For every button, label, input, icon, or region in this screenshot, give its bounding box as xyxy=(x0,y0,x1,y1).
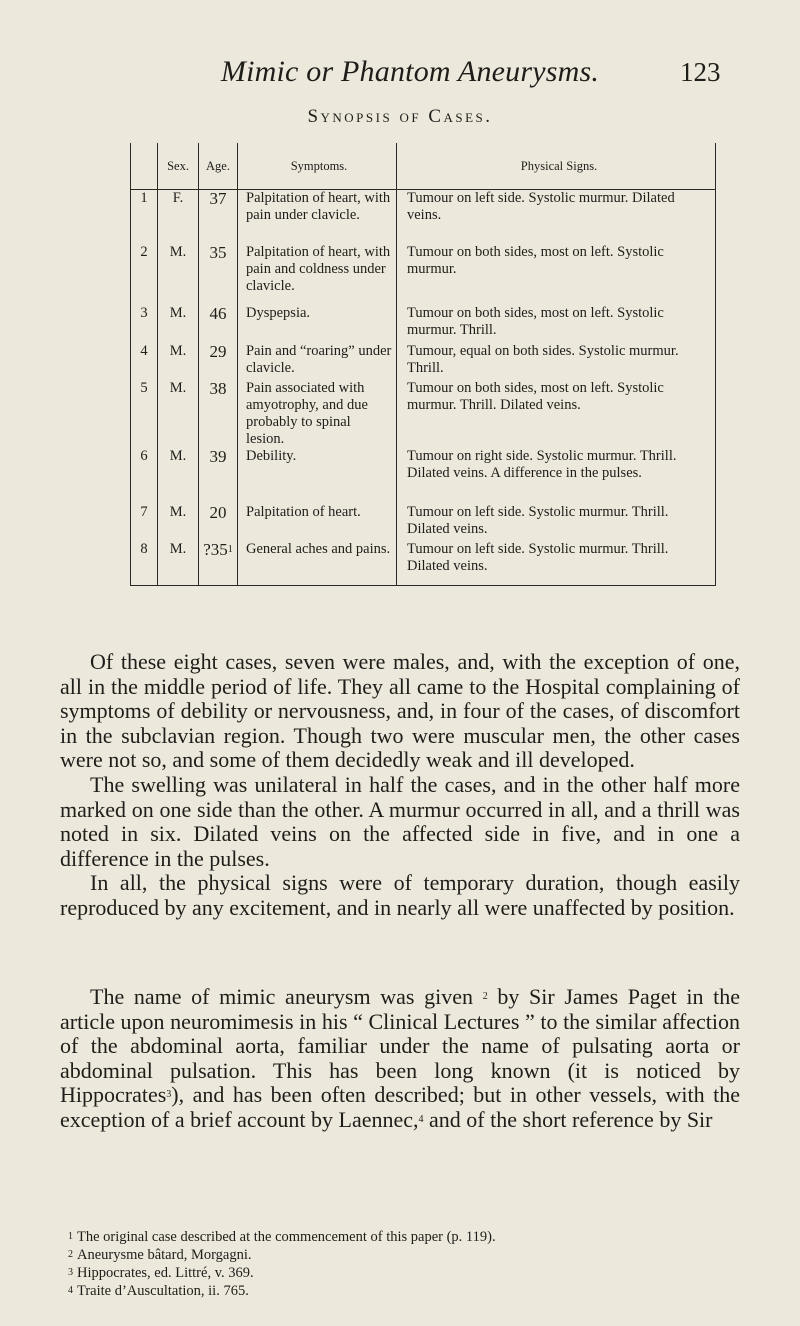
case-symptoms: Pain and “roaring” under clavicle. xyxy=(238,343,397,380)
case-age: 29 xyxy=(199,343,238,380)
case-number: 2 xyxy=(131,244,158,305)
case-number: 1 xyxy=(131,190,158,245)
table-row xyxy=(131,190,716,245)
footnote-mark: 4 xyxy=(68,1285,73,1296)
footnotes xyxy=(60,1228,740,1300)
footnote-ref: 4 xyxy=(418,1113,424,1125)
case-symptoms: Palpitation of heart, with pain under clavicle. xyxy=(238,190,397,245)
case-symptoms: Palpitation of heart, with pain and coldness under clavicle. xyxy=(238,244,397,305)
page-number: 123 xyxy=(680,57,721,87)
case-physical-signs: Tumour on left side. Systolic murmur. Thrill. Dilated veins. xyxy=(397,541,716,586)
case-age: 46 xyxy=(199,305,238,343)
footnote xyxy=(60,1282,740,1300)
paragraph-text: and of the short reference by Sir xyxy=(429,1106,713,1132)
paragraph-text: The name of mimic aneurysm was given xyxy=(90,984,474,1009)
case-sex: F. xyxy=(158,190,199,245)
case-number: 3 xyxy=(131,305,158,343)
case-physical-signs: Tumour on right side. Systolic murmur. Thrill. Dilated veins. A difference in the pulses. xyxy=(397,448,716,504)
running-head xyxy=(0,52,800,92)
case-symptoms: General aches and pains. xyxy=(238,541,397,586)
footnote xyxy=(60,1246,740,1264)
column-header-number xyxy=(131,143,158,190)
table-row xyxy=(131,504,716,541)
case-physical-signs: Tumour on left side. Systolic murmur. Thrill. Dilated veins. xyxy=(397,504,716,541)
paragraph: In all, the physical signs were of temporary duration, though easily reproduced by any excitement, and in nearly all were unaffected by position. xyxy=(60,870,740,920)
table-row xyxy=(131,244,716,305)
case-sex: M. xyxy=(158,380,199,448)
paragraph-text: ), and has been often described; but in other vessels, with the exception of a brief account by Laennec, xyxy=(60,1082,740,1132)
footnote-ref: 2 xyxy=(482,991,488,1002)
table-header-row xyxy=(131,143,716,190)
footnote-mark: 3 xyxy=(68,1267,73,1278)
column-header-sex: Sex. xyxy=(158,143,199,190)
case-physical-signs: Tumour on left side. Systolic murmur. Dilated veins. xyxy=(397,190,716,245)
column-header-age: Age. xyxy=(199,143,238,190)
case-sex: M. xyxy=(158,244,199,305)
footnote-mark: 1 xyxy=(68,1231,73,1242)
table-row xyxy=(131,343,716,380)
case-age: 39 xyxy=(199,448,238,504)
footnote xyxy=(60,1264,740,1282)
case-symptoms: Dyspepsia. xyxy=(238,305,397,343)
footnote-ref: 3 xyxy=(166,1089,172,1101)
column-header-physical-signs: Physical Signs. xyxy=(397,143,716,190)
case-sex: M. xyxy=(158,541,199,586)
synopsis-heading: Synopsis of Cases. xyxy=(307,106,493,127)
case-age xyxy=(199,541,238,586)
footnote-text: Traite d’Auscultation, ii. 765. xyxy=(77,1283,249,1299)
case-physical-signs: Tumour on both sides, most on left. Systolic murmur. xyxy=(397,244,716,305)
case-sex: M. xyxy=(158,305,199,343)
case-age: 38 xyxy=(199,380,238,448)
case-symptoms: Palpitation of heart. xyxy=(238,504,397,541)
body-text-lower xyxy=(60,985,740,1133)
paragraph: The swelling was unilateral in half the cases, and in the other half more marked on one side than the other. A murmur occurred in all, and a thrill was noted in six. Dilated veins on the affected side in five, and in one a difference in the pulses. xyxy=(60,771,740,871)
case-symptoms: Debility. xyxy=(238,448,397,504)
case-number: 4 xyxy=(131,343,158,380)
paragraph: Of these eight cases, seven were males, and, with the exception of one, all in the middle period of life. They all came to the Hospital complaining of symptoms of debility or nervousness, and, in four of the cases, of discomfort in the subclavian region. Though two were muscular men, the other cases were not so, and some of them decidedly weak and ill developed. xyxy=(60,649,740,773)
footnote-text: Hippocrates, ed. Littré, v. 369. xyxy=(77,1265,254,1281)
synopsis-table xyxy=(130,143,716,586)
case-age: 20 xyxy=(199,504,238,541)
running-title: Mimic or Phantom Aneurysms. xyxy=(220,55,600,88)
footnote-ref: 1 xyxy=(227,544,233,555)
case-physical-signs: Tumour, equal on both sides. Systolic murmur. Thrill. xyxy=(397,343,716,380)
case-age-value: ?35 xyxy=(203,540,228,559)
case-sex: M. xyxy=(158,343,199,380)
case-physical-signs: Tumour on both sides, most on left. Systolic murmur. Thrill. xyxy=(397,305,716,343)
paragraph-text: by Sir James Paget in the article upon neuromimesis in his “ Clinical Lectures ” to the similar affection of the abdominal aorta, familiar under the name of pulsating aorta or abdominal pulsation. This has been long known (it is noticed by Hippocrates xyxy=(60,984,740,1108)
case-number: 5 xyxy=(131,380,158,448)
footnote xyxy=(60,1228,740,1246)
footnote-text: Aneurysme bâtard, Morgagni. xyxy=(77,1247,252,1263)
footnote-text: The original case described at the commencement of this paper (p. 119). xyxy=(77,1229,496,1245)
case-number: 6 xyxy=(131,448,158,504)
case-number: 7 xyxy=(131,504,158,541)
case-symptoms: Pain associated with amyotrophy, and due probably to spinal lesion. xyxy=(238,380,397,448)
case-age: 35 xyxy=(199,244,238,305)
table-row xyxy=(131,380,716,448)
body-text-upper xyxy=(60,650,740,921)
paragraph xyxy=(60,985,740,1133)
case-physical-signs: Tumour on both sides, most on left. Systolic murmur. Thrill. Dilated veins. xyxy=(397,380,716,448)
column-header-symptoms: Symptoms. xyxy=(238,143,397,190)
case-sex: M. xyxy=(158,504,199,541)
case-age: 37 xyxy=(199,190,238,245)
table-row xyxy=(131,305,716,343)
table-row xyxy=(131,448,716,504)
footnote-mark: 2 xyxy=(68,1249,73,1260)
case-number: 8 xyxy=(131,541,158,586)
table-row xyxy=(131,541,716,586)
case-sex: M. xyxy=(158,448,199,504)
